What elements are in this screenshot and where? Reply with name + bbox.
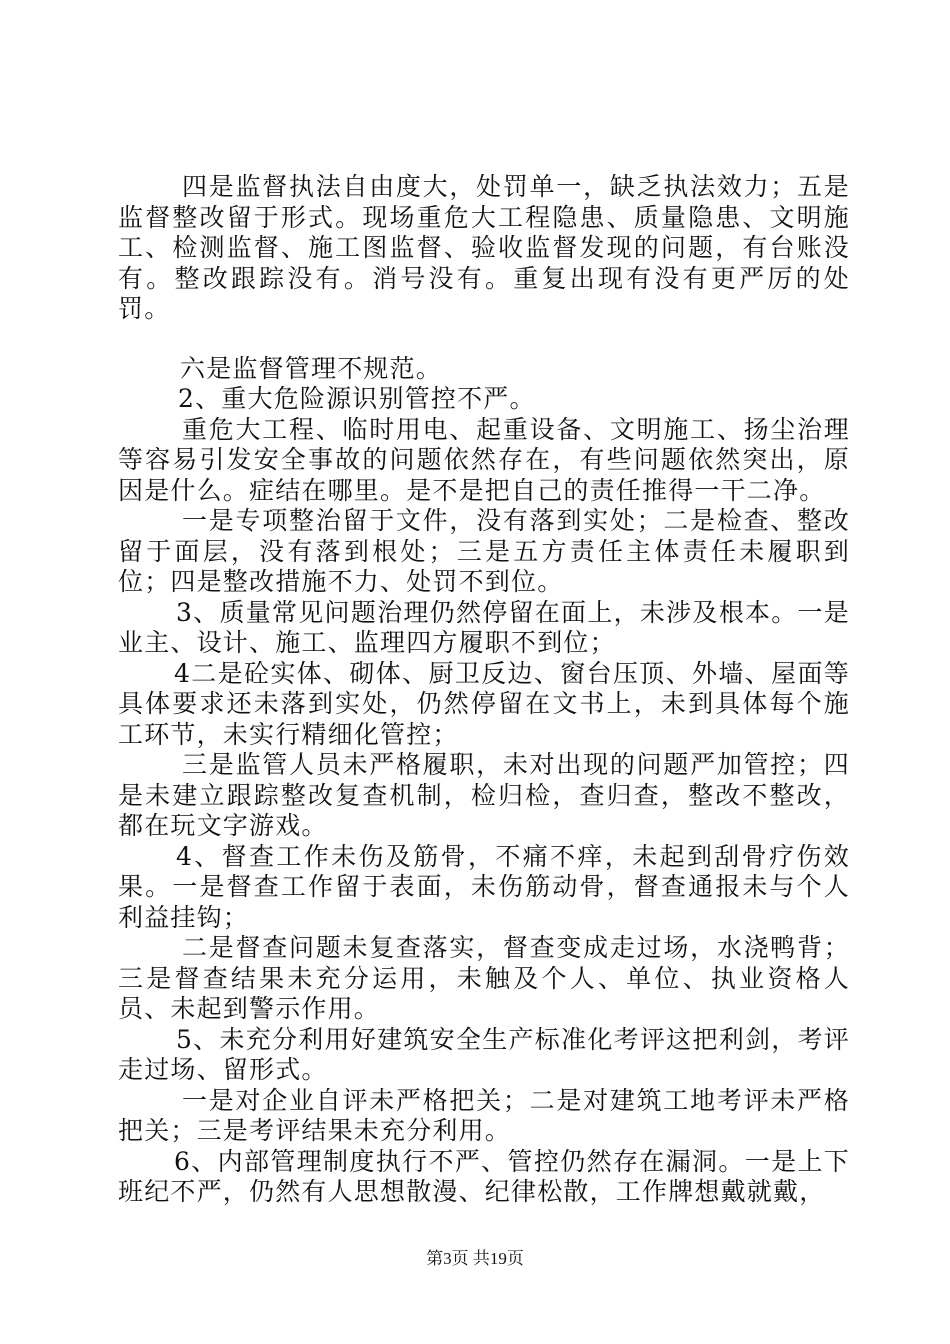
document-body <box>118 172 850 1208</box>
paragraph: 4、督查工作未伤及筋骨，不痛不痒，未起到刮骨疗伤效果。一是督查工作留于表面，未伤筋动骨，督查通报未与个人利益挂钩； <box>118 841 850 932</box>
paragraph: 2、重大危险源识别管控不严。 <box>178 384 536 413</box>
paragraph: 一是对企业自评未严格把关；二是对建筑工地考评未严格把关；三是考评结果未充分利用。 <box>118 1085 850 1145</box>
paragraph: 二是督查问题未复查落实，督查变成走过场，水浇鸭背；三是督查结果未充分运用，未触及个人、单位、执业资格人员、未起到警示作用。 <box>118 933 850 1023</box>
paragraph: 5、未充分利用好建筑安全生产标准化考评这把利剑，考评走过场、留形式。 <box>118 1024 850 1084</box>
paragraph: 3、质量常见问题治理仍然停留在面上，未涉及根本。一是业主、设计、施工、监理四方履职不到位； <box>118 597 850 657</box>
paragraph: 四是监督执法自由度大，处罚单一，缺乏执法效力；五是监督整改留于形式。现场重危大工程隐患、质量隐患、文明施工、检测监督、施工图监督、验收监督发现的问题，有台账没有。整改跟踪没有。消号没有。重复出现有没有更严厉的处罚。 <box>118 172 850 323</box>
paragraph: 重危大工程、临时用电、起重设备、文明施工、扬尘治理等容易引发安全事故的问题依然存在，有些问题依然突出，原因是什么。症结在哪里。是不是把自己的责任推得一干二净。 <box>118 414 850 505</box>
paragraph: 一是专项整治留于文件，没有落到实处；二是检查、整改留于面层，没有落到根处；三是五方责任主体责任未履职到位；四是整改措施不力、处罚不到位。 <box>118 506 850 596</box>
paragraph: 六是监督管理不规范。 <box>180 353 443 383</box>
paragraph: 三是监管人员未严格履职，未对出现的问题严加管控；四是未建立跟踪整改复查机制，检归检，查归查，整改不整改，都在玩文字游戏。 <box>118 750 850 840</box>
page-footer: 第3页 共19页 <box>426 1249 524 1268</box>
paragraph: 4二是砼实体、砌体、厨卫反边、窗台压顶、外墙、屋面等具体要求还未落到实处，仍然停留在文书上，未到具体每个施工环节，未实行精细化管控； <box>118 658 850 749</box>
paragraph: 6、内部管理制度执行不严、管控仍然存在漏洞。一是上下班纪不严，仍然有人思想散漫、纪律松散，工作牌想戴就戴， <box>118 1146 850 1206</box>
paragraph-gap <box>118 325 850 354</box>
